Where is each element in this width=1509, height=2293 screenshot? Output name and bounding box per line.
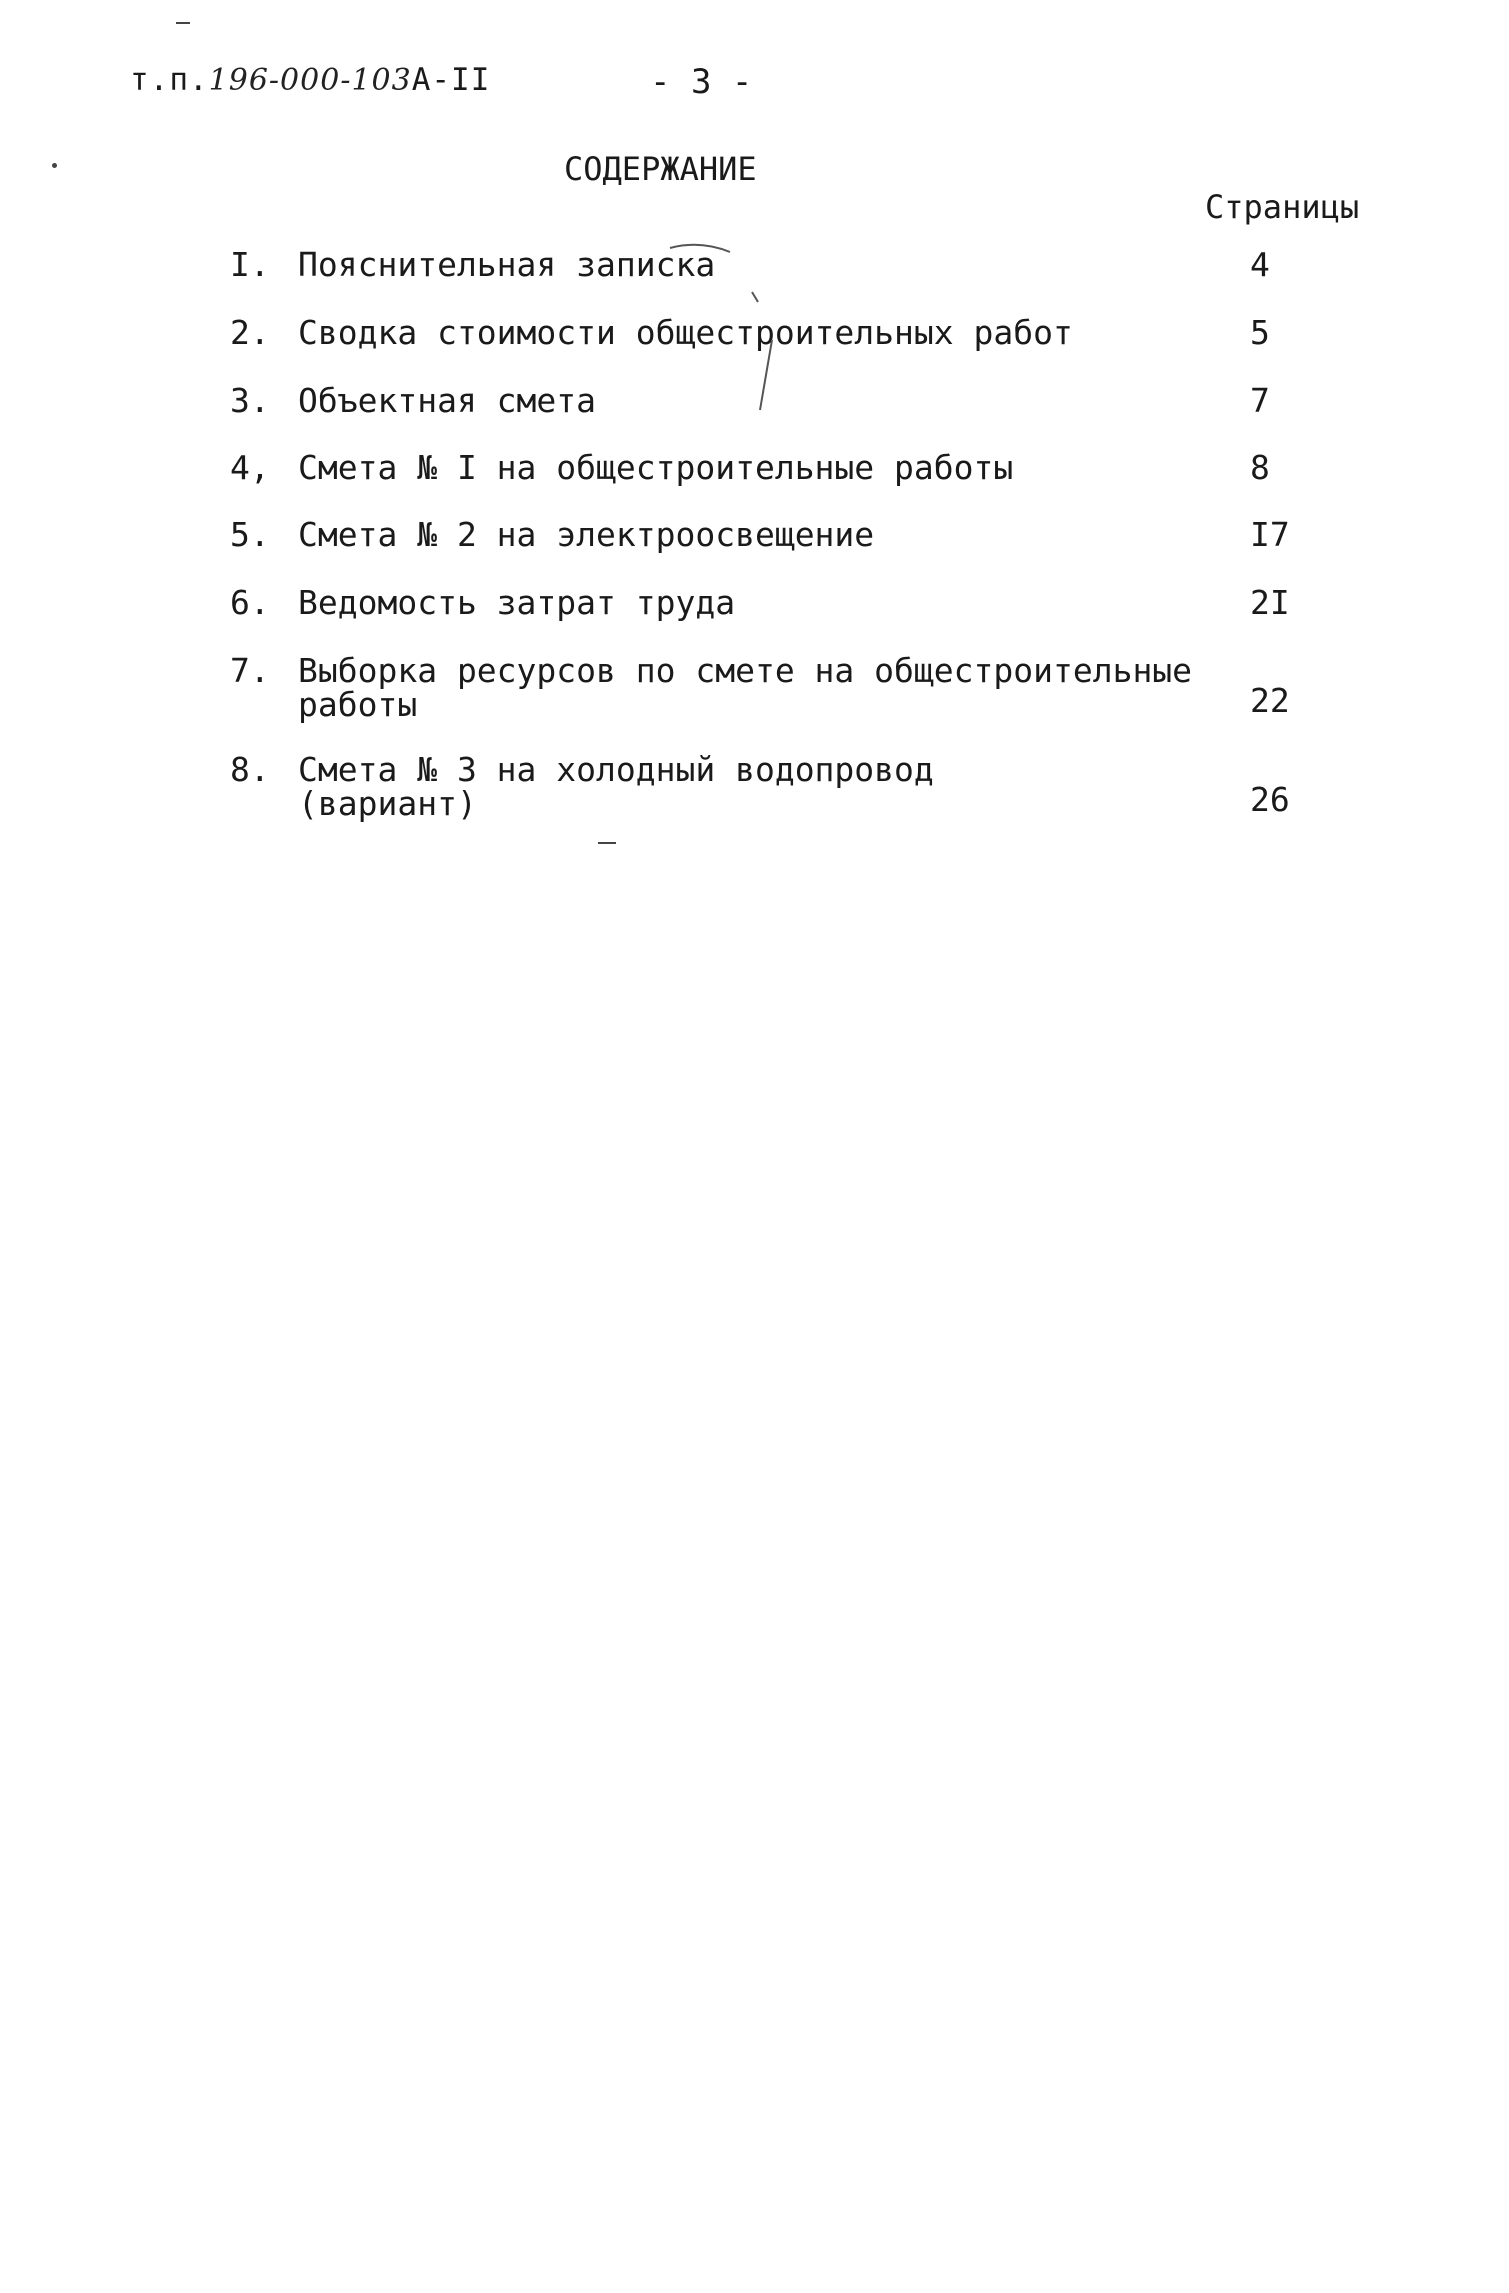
- toc-item-number: I.: [230, 245, 270, 284]
- pages-column-heading: Страницы: [1205, 188, 1360, 226]
- toc-item-number: 3.: [230, 381, 270, 420]
- toc-item-title: Смета № 2 на электроосвещение: [298, 515, 875, 554]
- toc-item-number: 4,: [230, 448, 270, 487]
- toc-item-title: Пояснительная записка: [298, 245, 716, 284]
- scan-artifact: [176, 22, 190, 24]
- toc-item-title: Смета № I на общестроительные работы: [298, 448, 1014, 487]
- toc-item-page: I7: [1250, 515, 1290, 554]
- toc-item-title: Смета № 3 на холодный водопровод (вариант): [298, 750, 934, 823]
- toc-item-page: 4: [1250, 245, 1270, 284]
- toc-item-number: 6.: [230, 583, 270, 622]
- page-title: СОДЕРЖАНИЕ: [564, 150, 757, 188]
- toc-item-number: 7.: [230, 651, 270, 690]
- scan-artifact: [52, 163, 57, 168]
- toc-item-page: 22: [1250, 681, 1290, 720]
- toc-item-title: Ведомость затрат труда: [298, 583, 736, 622]
- document-code-number: 196-000-103: [208, 63, 412, 98]
- toc-item-number: 5.: [230, 515, 270, 554]
- scan-artifact: [598, 842, 616, 844]
- document-code-suffix: А-II: [411, 62, 491, 98]
- toc-item-page: 8: [1250, 448, 1270, 487]
- toc-item-number: 2.: [230, 313, 270, 352]
- toc-item-page: 7: [1250, 381, 1270, 420]
- document-code: [130, 62, 490, 98]
- document-code-prefix: т.п.: [130, 62, 209, 98]
- page-number: - 3 -: [650, 62, 753, 102]
- toc-item-title: Выборка ресурсов по смете на общестроительные работы: [298, 651, 1193, 724]
- toc-item-number: 8.: [230, 750, 270, 789]
- pencil-mark: [660, 240, 780, 440]
- toc-item-title: Сводка стоимости общестроительных работ: [298, 313, 1073, 352]
- toc-item-page: 5: [1250, 313, 1270, 352]
- toc-item-page: 2I: [1250, 583, 1290, 622]
- toc-item-page: 26: [1250, 780, 1290, 819]
- toc-item-title: Объектная смета: [298, 381, 597, 420]
